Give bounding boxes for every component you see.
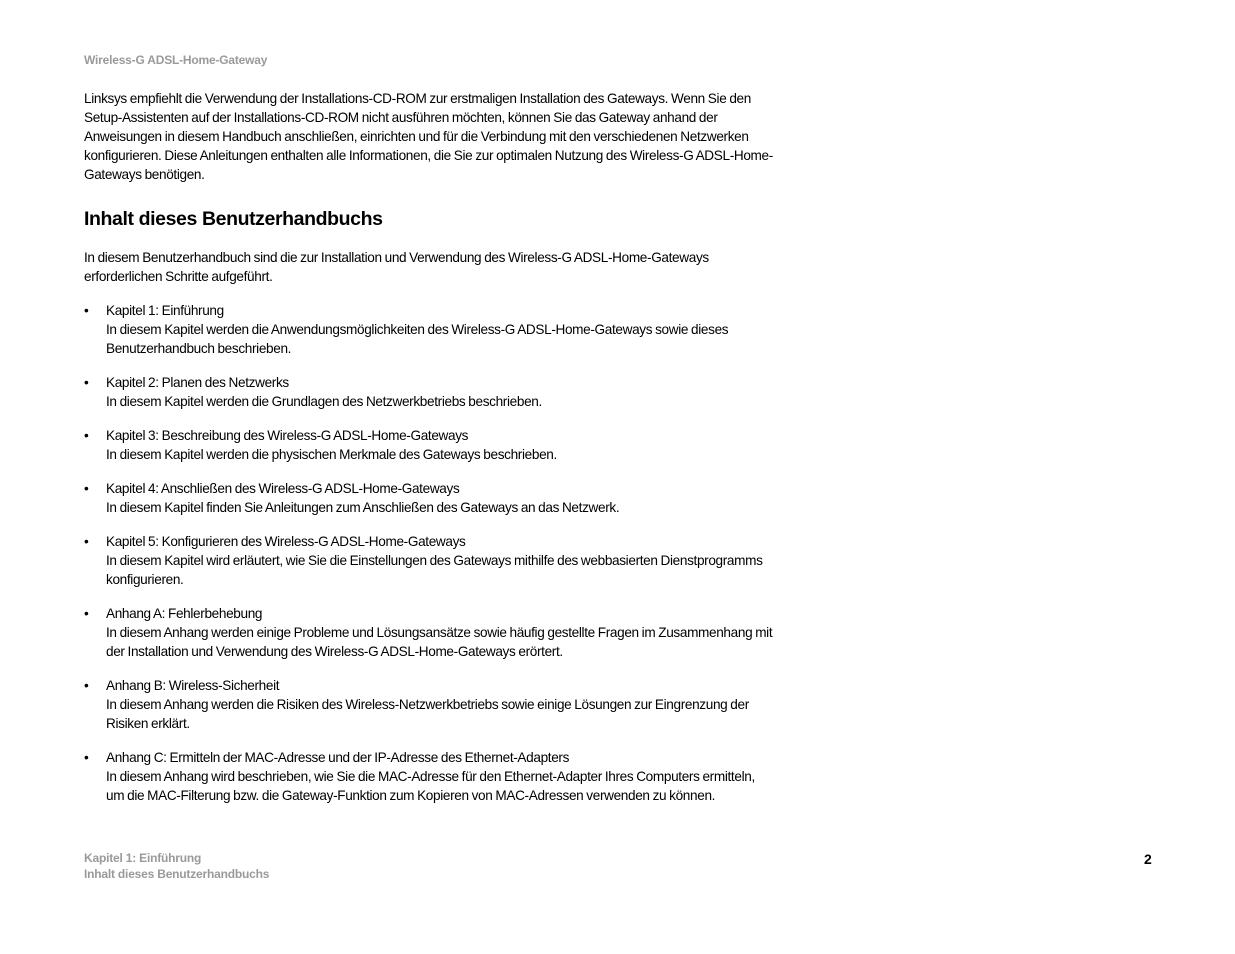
bullet-icon: • — [84, 303, 89, 318]
list-item-title: Kapitel 2: Planen des Netzwerks — [106, 375, 289, 390]
bullet-icon: • — [84, 428, 89, 443]
bullet-icon: • — [84, 534, 89, 549]
list-item-title: Kapitel 4: Anschließen des Wireless-G ADSL-Home-Gateways — [106, 481, 460, 496]
list-item — [84, 748, 774, 805]
list-item-description: In diesem Kapitel werden die Anwendungsmöglichkeiten des Wireless-G ADSL-Home-Gateways sowie dieses Benutzerhandbuch beschrieben. — [106, 322, 729, 356]
running-header: Wireless-G ADSL-Home-Gateway — [84, 53, 268, 67]
list-item-description: In diesem Anhang wird beschrieben, wie Sie die MAC-Adresse für den Ethernet-Adapter Ihres Computers ermitteln, um die MAC-Filterung bzw. die Gateway-Funktion zum Kopieren von MAC-Adressen verwenden zu können. — [106, 769, 755, 803]
list-item — [84, 426, 774, 464]
section-heading: Inhalt dieses Benutzerhandbuchs — [84, 208, 383, 230]
list-item-description: In diesem Kapitel wird erläutert, wie Sie die Einstellungen des Gateways mithilfe des webbasierten Dienstprogramms konfigurieren. — [106, 553, 763, 587]
list-item-description: In diesem Kapitel werden die Grundlagen des Netzwerkbetriebs beschrieben. — [106, 394, 542, 409]
list-item-title: Kapitel 1: Einführung — [106, 303, 224, 318]
list-item-title: Anhang B: Wireless-Sicherheit — [106, 678, 280, 693]
list-item — [84, 604, 774, 661]
list-item — [84, 676, 774, 733]
list-item-description: In diesem Kapitel finden Sie Anleitungen zum Anschließen des Gateways an das Netzwerk. — [106, 500, 620, 515]
list-item — [84, 532, 774, 589]
list-item-description: In diesem Kapitel werden die physischen Merkmale des Gateways beschrieben. — [106, 447, 557, 462]
list-item — [84, 301, 774, 358]
page-number: 2 — [1144, 851, 1152, 867]
list-item — [84, 479, 774, 517]
bullet-icon: • — [84, 375, 89, 390]
section-intro-paragraph: In diesem Benutzerhandbuch sind die zur Installation und Verwendung des Wireless-G ADSL-Home-Gateways erforderlichen Schritte aufgeführt. — [84, 250, 709, 284]
bullet-icon: • — [84, 678, 89, 693]
list-item-title: Anhang C: Ermitteln der MAC-Adresse und der IP-Adresse des Ethernet-Adapters — [106, 750, 570, 765]
list-item — [84, 373, 774, 411]
list-item-description: In diesem Anhang werden die Risiken des Wireless-Netzwerkbetriebs sowie einige Lösungen zur Eingrenzung der Risiken erklärt. — [106, 697, 749, 731]
list-item-title: Kapitel 5: Konfigurieren des Wireless-G ADSL-Home-Gateways — [106, 534, 466, 549]
bullet-icon: • — [84, 481, 89, 496]
main-content — [84, 89, 774, 820]
bullet-icon: • — [84, 606, 89, 621]
list-item-title: Anhang A: Fehlerbehebung — [106, 606, 263, 621]
list-item-description: In diesem Anhang werden einige Probleme und Lösungsansätze sowie häufig gestellte Fragen im Zusammenhang mit der Installation und Verwendung des Wireless-G ADSL-Home-Gateways erörtert. — [106, 625, 773, 659]
running-footer — [84, 850, 269, 882]
footer-chapter: Kapitel 1: Einführung — [84, 851, 202, 865]
chapter-list — [84, 301, 774, 805]
bullet-icon: • — [84, 750, 89, 765]
intro-paragraph: Linksys empfiehlt die Verwendung der Installations-CD-ROM zur erstmaligen Installation des Gateways. Wenn Sie den Setup-Assistenten auf der Installations-CD-ROM nicht ausführen möchten, können Sie das Gateway anhand der Anweisungen in diesem Handbuch anschließen, einrichten und für die Verbindung mit den verschiedenen Netzwerken konfigurieren. Diese Anleitungen enthalten alle Informationen, die Sie zur optimalen Nutzung des Wireless-G ADSL-Home-Gateways benötigen. — [84, 91, 773, 182]
list-item-title: Kapitel 3: Beschreibung des Wireless-G ADSL-Home-Gateways — [106, 428, 469, 443]
footer-section: Inhalt dieses Benutzerhandbuchs — [84, 867, 270, 881]
